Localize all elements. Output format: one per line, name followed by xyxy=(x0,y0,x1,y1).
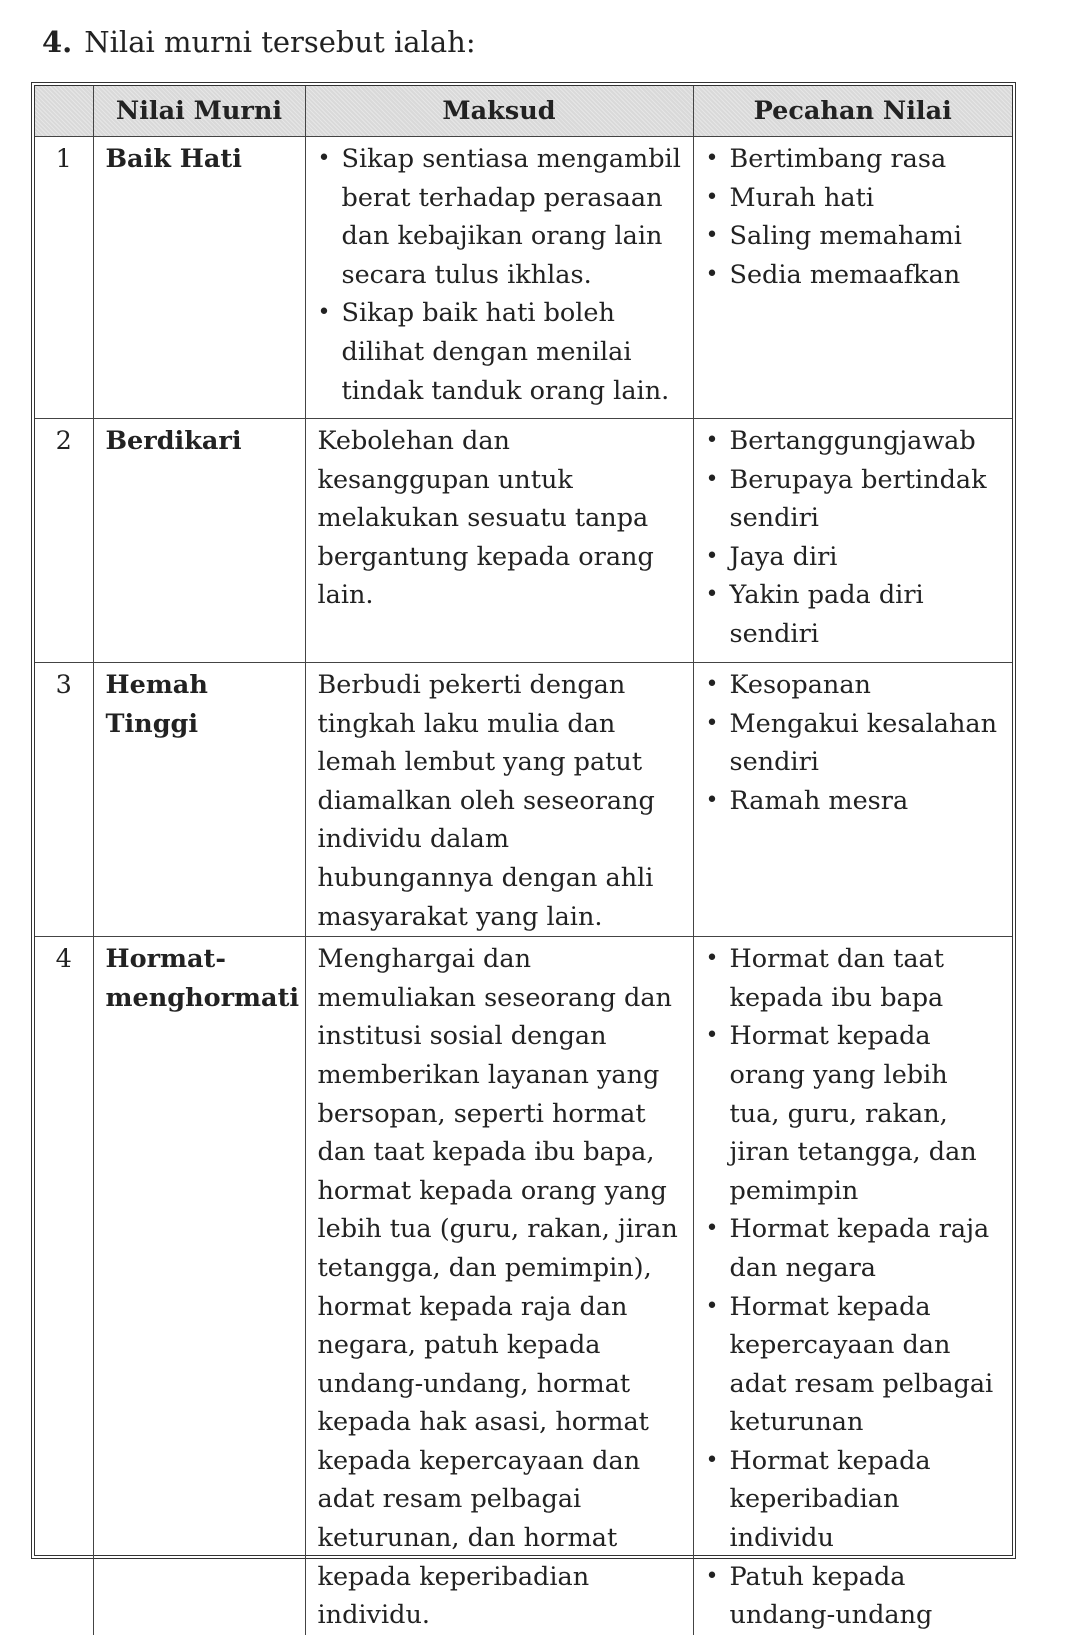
breakdown-list xyxy=(706,422,1003,654)
breakdown-item: • Hormat kepada keperibadian individu xyxy=(706,1442,1003,1558)
meaning-bullet: • Sikap baik hati boleh dilihat dengan menilai tindak tanduk orang lain. xyxy=(318,294,683,410)
breakdown-item: • Hormat kepada kepercayaan dan adat resam pelbagai keturunan xyxy=(706,1288,1003,1442)
breakdown-item: • Hormat kepada raja dan negara xyxy=(706,1210,1003,1287)
table-header-row xyxy=(35,86,1012,137)
question-text: Nilai murni tersebut ialah: xyxy=(84,25,476,59)
breakdown-item: • Bertimbang rasa xyxy=(706,140,1003,179)
breakdown-item: • Berupaya bertindak sendiri xyxy=(706,461,1003,538)
value-meaning xyxy=(305,137,693,419)
value-name: Berdikari xyxy=(93,419,305,663)
value-breakdown xyxy=(693,137,1012,419)
table-row xyxy=(35,663,1012,937)
value-meaning: Berbudi pekerti dengan tingkah laku mulia dan lemah lembut yang patut diamalkan oleh seseorang individu dalam hubungannya dengan ahli masyarakat yang lain. xyxy=(305,663,693,937)
meaning-list xyxy=(318,140,683,410)
value-meaning: Kebolehan dan kesanggupan untuk melakukan sesuatu tanpa bergantung kepada orang lain. xyxy=(305,419,693,663)
question-heading xyxy=(42,20,476,64)
value-breakdown xyxy=(693,419,1012,663)
values-table xyxy=(31,82,1016,1631)
header-nilai-murni: Nilai Murni xyxy=(93,86,305,137)
header-maksud: Maksud xyxy=(305,86,693,137)
meaning-bullet: • Sikap sentiasa mengambil berat terhadap perasaan dan kebajikan orang lain secara tulus ikhlas. xyxy=(318,140,683,294)
breakdown-item: • Sedia memaafkan xyxy=(706,256,1003,295)
value-name: Baik Hati xyxy=(93,137,305,419)
table-row xyxy=(35,419,1012,663)
table-row xyxy=(35,937,1012,1635)
value-breakdown xyxy=(693,663,1012,937)
breakdown-item: • Kesopanan xyxy=(706,666,1003,705)
value-breakdown xyxy=(693,937,1012,1635)
breakdown-item: • Hormat kepada orang yang lebih tua, guru, rakan, jiran tetangga, dan pemimpin xyxy=(706,1017,1003,1210)
breakdown-list xyxy=(706,140,1003,294)
breakdown-list xyxy=(706,940,1003,1635)
value-meaning: Menghargai dan memuliakan seseorang dan institusi sosial dengan memberikan layanan yang bersopan, seperti hormat dan taat kepada ibu bapa, hormat kepada orang yang lebih tua (guru, rakan, jiran tetangga, dan pemimpin), hormat kepada raja dan negara, patuh kepada undang-undang, hormat kepada hak asasi, hormat kepada kepercayaan dan adat resam pelbagai keturunan, dan hormat kepada keperibadian individu. xyxy=(305,937,693,1635)
row-number: 4 xyxy=(35,937,93,1635)
breakdown-item: • Murah hati xyxy=(706,179,1003,218)
value-name: Hormat-menghormati xyxy=(93,937,305,1635)
breakdown-item: • Yakin pada diri sendiri xyxy=(706,576,1003,653)
header-pecahan-nilai: Pecahan Nilai xyxy=(693,86,1012,137)
breakdown-item: • Jaya diri xyxy=(706,538,1003,577)
breakdown-list xyxy=(706,666,1003,820)
question-number: 4. xyxy=(42,25,73,59)
breakdown-item: • Ramah mesra xyxy=(706,782,1003,821)
header-number xyxy=(35,86,93,137)
row-number: 3 xyxy=(35,663,93,937)
table-row xyxy=(35,137,1012,419)
breakdown-item: • Bertanggungjawab xyxy=(706,422,1003,461)
breakdown-item: • Saling memahami xyxy=(706,217,1003,256)
breakdown-item: • Mengakui kesalahan sendiri xyxy=(706,705,1003,782)
row-number: 2 xyxy=(35,419,93,663)
breakdown-item: • Hormat dan taat kepada ibu bapa xyxy=(706,940,1003,1017)
value-name: Hemah Tinggi xyxy=(93,663,305,937)
row-number: 1 xyxy=(35,137,93,419)
breakdown-item: • Patuh kepada undang-undang xyxy=(706,1558,1003,1635)
